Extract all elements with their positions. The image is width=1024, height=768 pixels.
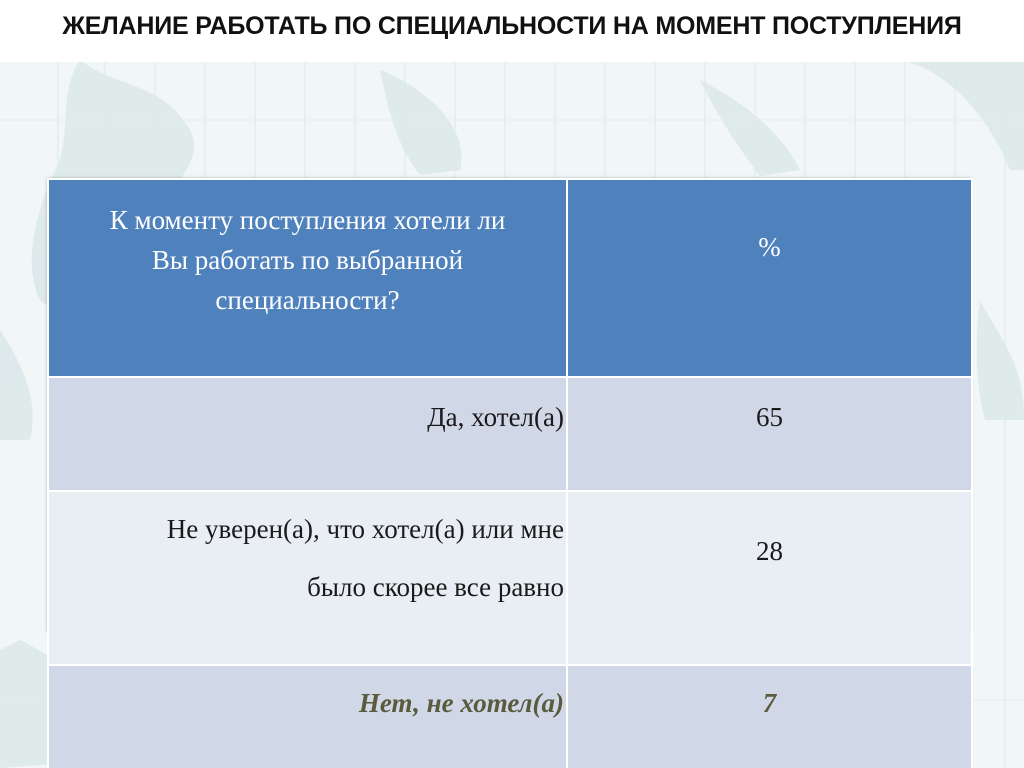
answer-line: было скорее все равно: [307, 572, 564, 602]
question-header-line: Вы работать по выбранной: [151, 245, 464, 275]
percent-value-cell: 28: [567, 491, 972, 665]
answer-cell: Нет, не хотел(а): [48, 665, 567, 768]
answer-cell: [48, 491, 567, 665]
question-header-line: специальности?: [215, 285, 400, 315]
survey-table-container: [47, 178, 971, 718]
answer-cell: Да, хотел(а): [48, 377, 567, 491]
table-row: [48, 377, 972, 491]
survey-table: [47, 178, 973, 768]
table-row: [48, 665, 972, 768]
table-header-row: [48, 179, 972, 377]
percent-header-cell: %: [567, 179, 972, 377]
question-header-line: К моменту поступления хотели ли: [109, 205, 506, 235]
percent-value-cell: 7: [567, 665, 972, 768]
percent-value-cell: 65: [567, 377, 972, 491]
page-title: ЖЕЛАНИЕ РАБОТАТЬ ПО СПЕЦИАЛЬНОСТИ НА МОМЕНТ ПОСТУПЛЕНИЯ: [62, 12, 962, 40]
answer-line: Не уверен(а), что хотел(а) или мне: [166, 514, 564, 544]
table-row: [48, 491, 972, 665]
question-header-cell: [48, 179, 567, 377]
